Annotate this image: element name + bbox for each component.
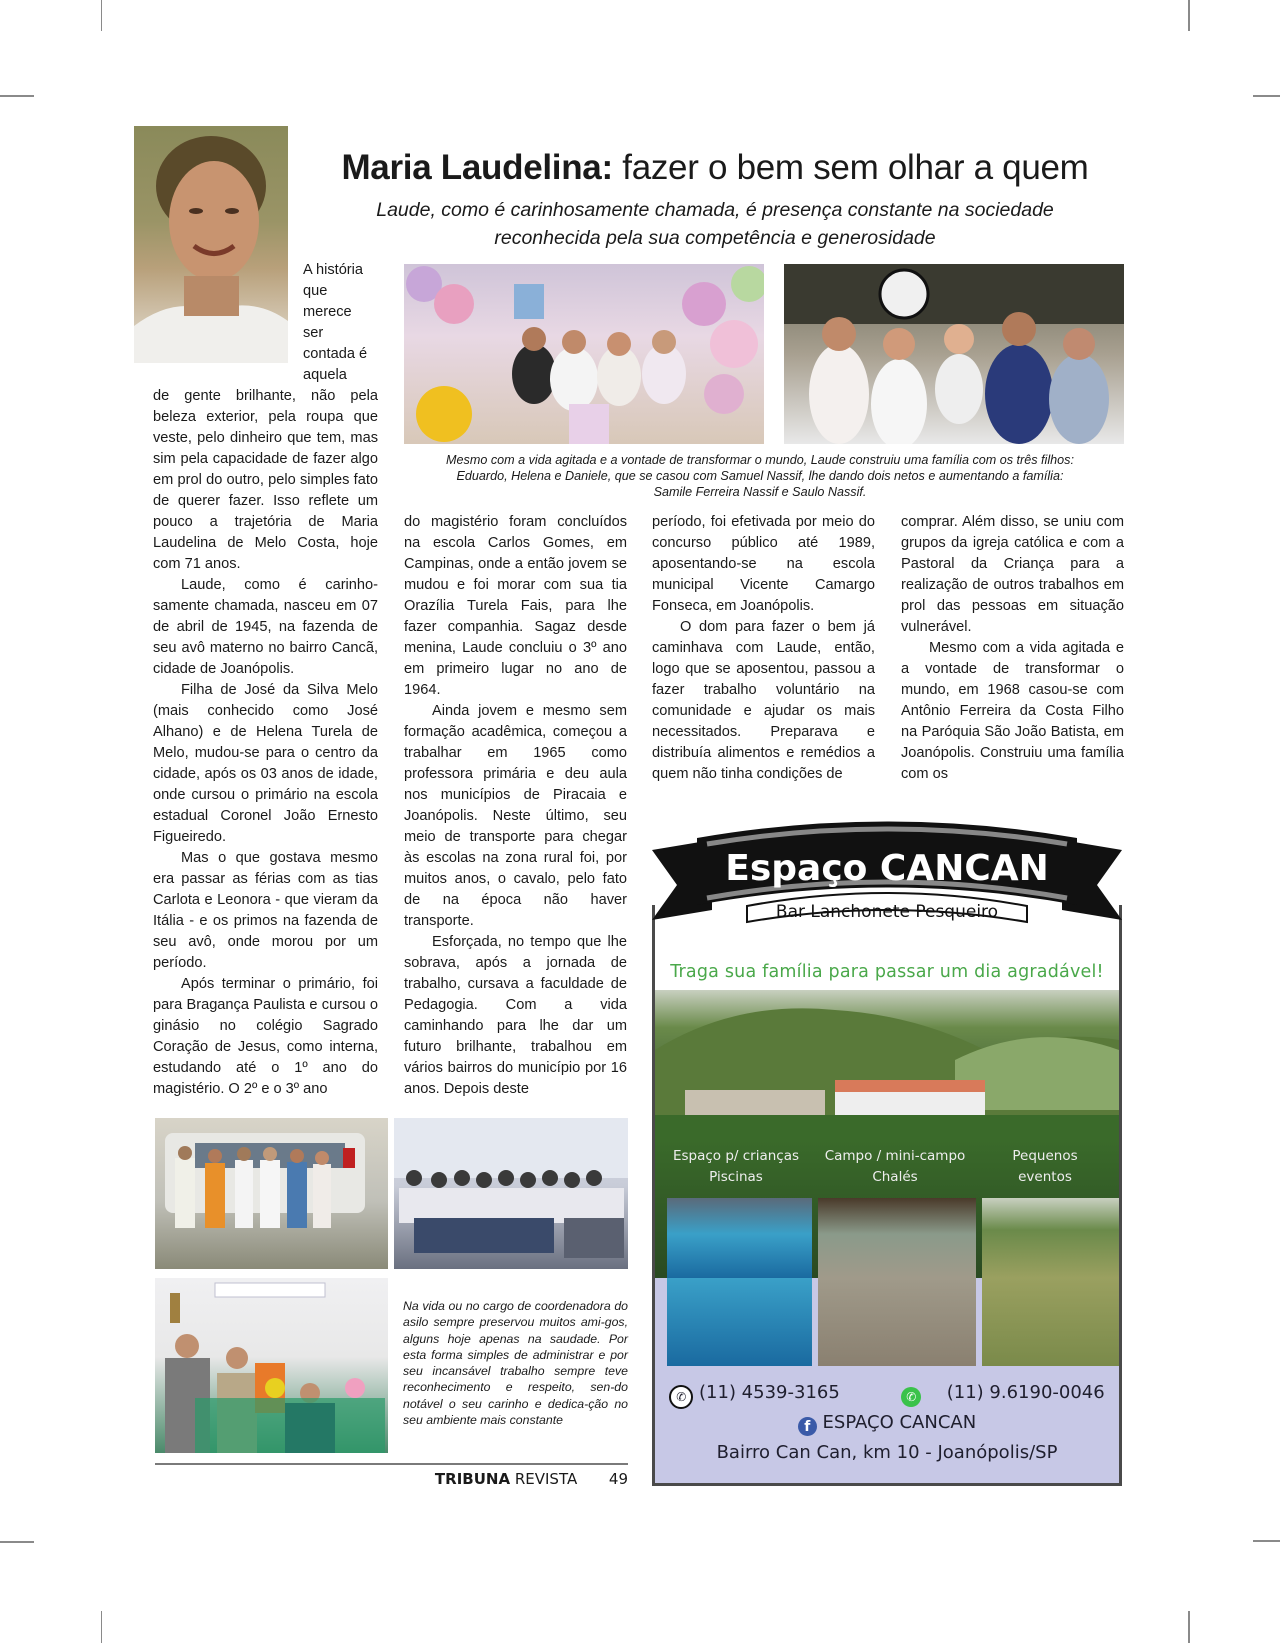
whatsapp-icon: ✆ [901,1387,921,1407]
phone-number[interactable]: (11) 4539-3165 [699,1382,840,1403]
intro-word: aquela [303,367,347,383]
event-speech-photo [155,1278,388,1453]
article-title-bold: Maria Laudelina: [341,148,613,187]
paragraph: Mas o que gostava mesmo era passar as férias com as tias Carlota e Leonora - que vieram da Itália - e os primos na fazenda de seu avô, onde morou por um período. [153,850,378,971]
intro-word: que [303,283,328,299]
family-party-photo [404,264,764,444]
service-label: Campo / mini-campo [824,1148,966,1164]
ad-photos-row [655,1278,1119,1370]
paragraph: período, foi efetivada por meio do concurso público até 1989, aposentando-se na escola municipal Vicente Camargo Fonseca, em Joanópolis. [652,514,875,614]
paragraph: Após terminar o primário, foi para Bragança Paulista e cursou o ginásio no colégio Sagrado Coração de Jesus, como interna, estudando até o 1º ano do magistério. O 2º e o 3º ano [153,976,378,1097]
crop-mark [0,1541,34,1543]
crop-mark [0,95,34,97]
contact-facebook [655,1410,1119,1436]
article-title [300,146,1130,190]
ad-banner [652,810,1122,950]
paragraph: Esforçada, no tempo que lhe sobrava, após a jornada de trabalho, cursava a faculdade de Pedagogia. Com a vida caminhando para lhe dar um futuro brilhante, trabalhou em vários bairros do município por 16 anos. Depois deste [404,934,627,1097]
asilo-caption: Na vida ou no cargo de coordenadora do asilo sempre preservou muitos ami-gos, alguns hoje apenas na saudade. Por esta forma simples de administrar e por seu incansável trabalho sempre teve reconhecimento e respeito, sen-do notável o seu carinho e dedica-ção no seu ambiente mais constante [403,1299,628,1428]
text-column-1 [153,386,378,1100]
service-label: Espaço p/ crianças [672,1148,800,1164]
caption-line: Mesmo com a vida agitada e a vontade de transformar o mundo, Laude construiu uma família com os três filhos: [446,453,1074,467]
article-title-rest: fazer o bem sem olhar a quem [622,148,1089,187]
facebook-icon: f [798,1417,817,1436]
phone-icon: ✆ [669,1385,693,1409]
playground-photo [818,1198,976,1278]
intro-word: ser [303,325,324,341]
lake-photo-lower [982,1278,1119,1366]
caption-line: Samile Ferreira Nassif e Saulo Nassif. [653,485,867,499]
crop-mark [1253,95,1280,97]
facebook-page[interactable]: ESPAÇO CANCAN [822,1412,977,1433]
whatsapp-number[interactable]: (11) 9.6190-0046 [946,1382,1105,1403]
espaco-cancan-ad [652,810,1122,1486]
pool-photo [667,1198,812,1278]
page-number: 49 [608,1470,628,1488]
playground-photo-lower [818,1278,976,1366]
caption-line: Eduardo, Helena e Daniele, que se casou com Samuel Nassif, lhe dando dois netos e aumentando a família: [456,469,1064,483]
paragraph: de gente brilhante, não pela beleza exterior, pela roupa que veste, pelo dinheiro que tem, mas sim pela capacidade de fazer algo em prol do outro, pelo simples fato de querer fazer. Isso reflete um pouco a trajetória de Maria Laudelina de Melo Costa, hoje com 71 anos. [153,388,378,572]
contact-phones [655,1380,1119,1409]
intro-text [303,260,378,386]
paragraph: Mesmo com a vida agitada e a vontade de transformar o mundo, em 1968 casou-se com Antônio Ferreira da Costa Filho na Paróquia São João Batista, em Joanópolis. Construiu uma família com os [901,640,1124,782]
paragraph: O dom para fazer o bem já caminhava com Laude, então, logo que se aposentou, passou a fazer trabalho voluntário na comunidade e ajudar os mais necessitados. Preparava e distribuía alimentos e remédios a quem não tinha condições de [652,619,875,782]
service-kids-pools [661,1146,811,1188]
crop-mark [1253,1540,1280,1542]
service-label: eventos [1018,1169,1072,1185]
text-column-4 [901,512,1124,785]
service-label: Piscinas [709,1169,763,1185]
footer-brand-rest: REVISTA [514,1470,578,1488]
family-photo-caption [400,452,1120,500]
paragraph: Laude, como é carinho-samente chamada, nasceu em 07 de abril de 1945, na fazenda de seu avô materno no bairro Cancã, cidade de Joanópolis. [153,577,378,677]
paragraph: Ainda jovem e mesmo sem formação acadêmica, começou a trabalhar em 1965 como professora primária e deu aula nos municípios de Piracaia e Joanópolis. Neste último, seu meio de transporte para chegar às escolas na zona rural foi, por muitos anos, o cavalo, pelo fato de na época não haver transporte. [404,703,627,929]
page-footer [155,1468,628,1490]
service-field-chalets [815,1146,975,1188]
text-column-2 [404,512,627,1100]
ad-slogan: Traga sua família para passar um dia agradável! [670,962,1104,982]
pool-photo-lower [667,1278,812,1366]
footer-brand: TRIBUNA [434,1470,511,1488]
family-photo [784,264,1124,444]
text-column-3 [652,512,875,785]
contact-address: Bairro Can Can, km 10 - Joanópolis/SP [716,1442,1058,1463]
crop-mark [101,0,102,31]
ad-title: Espaço CANCAN [725,848,1049,889]
paragraph: comprar. Além disso, se uniu com grupos da igreja católica e com a Pastoral da Criança para a realização de outros trabalhos em prol das pessoas em situação vulnerável. [901,514,1124,635]
portrait-photo [134,126,288,363]
service-events [985,1146,1105,1188]
intro-word: A história [303,262,364,278]
van-group-photo [155,1118,388,1269]
crop-mark [101,1611,102,1643]
crop-mark [1188,1611,1190,1643]
intro-word: merece [303,304,352,320]
ad-contact-box [655,1370,1119,1483]
service-label: Pequenos [1012,1148,1078,1164]
asilo-group-photo [394,1118,628,1269]
ad-services [655,1140,1119,1278]
ad-landscape-photo [655,990,1119,1140]
footer-rule [155,1463,628,1465]
article-subtitle [300,196,1130,252]
service-label: Chalés [872,1169,918,1185]
subtitle-line: Laude, como é carinhosamente chamada, é presença constante na sociedade [376,199,1054,221]
intro-word: contada é [303,346,368,362]
paragraph: Filha de José da Silva Melo (mais conhecido como José Alhano) e de Helena Turela de Melo, mudou-se para o centro da cidade, após os 03 anos de idade, onde cursou o primário na escola estadual Coronel João Ernesto Figueiredo. [153,682,378,845]
lake-photo [982,1198,1119,1278]
ad-tagline: Bar Lanchonete Pesqueiro [775,902,999,922]
crop-mark [1188,0,1190,31]
paragraph: do magistério foram concluídos na escola Carlos Gomes, em Campinas, onde a então jovem se mudou e foi morar com sua tia Orazília Turela Fais, para lhe fazer companhia. Sagaz desde menina, Laude concluiu o 3º ano em primeiro lugar no ano de 1964. [404,514,627,698]
subtitle-line: reconhecida pela sua competência e generosidade [494,227,936,249]
